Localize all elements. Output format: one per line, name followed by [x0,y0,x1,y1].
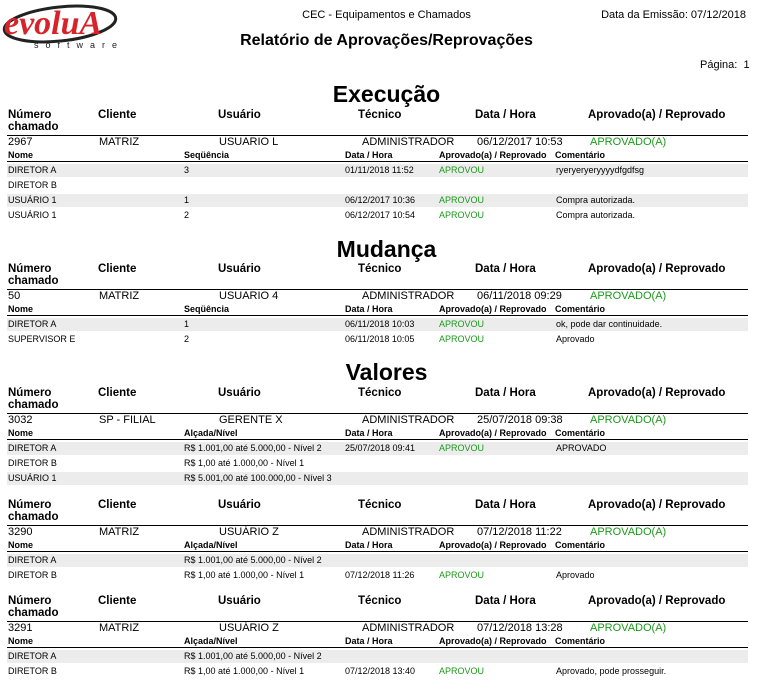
row-status: APROVOU [439,443,485,453]
call-numero: 3032 [8,414,33,426]
label-chamado: chamado [8,121,59,133]
col-datahora: Data / Hora [345,428,393,438]
label-usuario: Usuário [218,263,261,275]
approvals-header [0,150,773,162]
row-datahora: 01/11/2018 11:52 [345,165,414,175]
row-alcada: R$ 1,00 até 1.000,00 - Nível 1 [184,570,305,580]
approval-row [7,457,748,470]
approvals-divider [7,551,748,552]
approval-row [7,194,748,207]
label-cliente: Cliente [98,595,137,607]
col-alcada: Alçada/Nível [184,428,238,438]
col-nome: Nome [8,428,34,438]
label-tecnico: Técnico [358,263,402,275]
label-usuario: Usuário [218,109,261,121]
call-usuario: USUÁRIO Z [219,526,279,538]
call-datahora: 25/07/2018 09:38 [477,414,563,426]
label-aprovado: Aprovado(a) / Reprovado [588,109,726,121]
col-comentario: Comentário [555,540,606,550]
row-nome: DIRETOR B [8,180,57,190]
row-sequencia: 1 [184,195,190,205]
row-alcada: R$ 5.001,00 até 100.000,00 - Nível 3 [184,473,332,483]
label-usuario: Usuário [218,387,261,399]
approvals-header [0,540,773,552]
row-comentario: ok, pode dar continuidade. [556,319,663,329]
row-nome: DIRETOR B [8,666,57,676]
approval-row [7,318,748,331]
logo-sub: software [34,40,125,50]
col-datahora: Data / Hora [345,150,393,160]
col-aprovado: Aprovado(a) / Reprovado [439,540,547,550]
label-aprovado: Aprovado(a) / Reprovado [588,499,726,511]
row-datahora: 07/12/2018 13:40 [345,666,416,676]
row-comentario: ryeryeryeryyyydfgdfsg [556,165,645,175]
label-tecnico: Técnico [358,109,402,121]
label-usuario: Usuário [218,499,261,511]
row-nome: USUÁRIO 1 [8,473,57,483]
call-datahora: 07/12/2018 13:28 [477,622,563,634]
call-tecnico: ADMINISTRADOR [362,622,455,634]
page-label: Página: [700,59,738,71]
call-datahora: 06/12/2017 10:53 [477,136,563,148]
approval-row [7,179,748,192]
col-datahora: Data / Hora [345,540,393,550]
row-nome: SUPERVISOR E [8,334,76,344]
row-nome: USUÁRIO 1 [8,210,57,220]
label-cliente: Cliente [98,499,137,511]
call-datahora: 06/11/2018 09:29 [477,290,562,302]
call-status: APROVADO(A) [590,290,667,302]
row-alcada: R$ 1,00 até 1.000,00 - Nível 1 [184,666,305,676]
row-sequencia: 2 [184,334,190,344]
label-numero: Número [8,595,52,607]
approvals-header [0,636,773,648]
row-status: APROVOU [439,570,485,580]
row-alcada: R$ 1,00 até 1.000,00 - Nível 1 [184,458,305,468]
label-tecnico: Técnico [358,387,402,399]
label-chamado: chamado [8,511,59,523]
label-datahora: Data / Hora [475,499,536,511]
call-cliente: MATRIZ [99,526,140,538]
label-tecnico: Técnico [358,499,402,511]
col-datahora: Data / Hora [345,304,393,314]
row-datahora: 06/11/2018 10:03 [345,319,415,329]
col-nome: Nome [8,540,34,550]
label-numero: Número [8,263,52,275]
row-comentario: Aprovado [556,334,595,344]
col-aprovado: Aprovado(a) / Reprovado [439,304,547,314]
section-title: Valores [345,359,428,385]
company-name: CEC - Equipamentos e Chamados [302,9,471,21]
call-usuario: USUÁRIO Z [219,622,279,634]
call-header [0,594,773,634]
row-sequencia: 3 [184,165,190,175]
approval-row [7,164,748,177]
call-header [0,108,773,148]
approval-row [7,442,748,455]
row-status: APROVOU [439,195,485,205]
call-status: APROVADO(A) [590,136,667,148]
row-sequencia: 1 [184,319,190,329]
label-datahora: Data / Hora [475,595,536,607]
call-numero: 50 [8,290,21,302]
approval-row [7,665,748,678]
col-sequencia: Seqüência [184,150,230,160]
approvals-divider [7,647,748,648]
row-comentario: Compra autorizada. [556,195,636,205]
label-datahora: Data / Hora [475,263,536,275]
col-comentario: Comentário [555,150,606,160]
row-status: APROVOU [439,210,485,220]
call-tecnico: ADMINISTRADOR [362,136,455,148]
row-comentario: Aprovado, pode prosseguir. [556,666,667,676]
row-datahora: 06/11/2018 10:05 [345,334,415,344]
call-usuario: USUARIO L [219,136,279,148]
call-status: APROVADO(A) [590,622,667,634]
label-cliente: Cliente [98,263,137,275]
label-aprovado: Aprovado(a) / Reprovado [588,263,726,275]
row-datahora: 25/07/2018 09:41 [345,443,416,453]
approval-row [7,554,748,567]
approvals-divider [7,315,748,316]
call-cliente: SP - FILIAL [99,414,156,426]
label-numero: Número [8,387,52,399]
emission-date: Data da Emissão: 07/12/2018 [601,9,746,21]
row-datahora: 06/12/2017 10:54 [345,210,416,220]
call-header [0,386,773,426]
label-cliente: Cliente [98,387,137,399]
approvals-header [0,304,773,316]
label-chamado: chamado [8,607,59,619]
approval-row [7,333,748,346]
call-usuario: GERENTE X [219,414,283,426]
col-alcada: Alçada/Nível [184,636,238,646]
col-datahora: Data / Hora [345,636,393,646]
row-alcada: R$ 1.001,00 até 5.000,00 - Nível 2 [184,555,322,565]
row-nome: DIRETOR A [8,651,57,661]
col-aprovado: Aprovado(a) / Reprovado [439,636,547,646]
label-chamado: chamado [8,399,59,411]
row-nome: DIRETOR B [8,570,57,580]
section-title: Execução [332,81,441,107]
col-aprovado: Aprovado(a) / Reprovado [439,428,547,438]
label-cliente: Cliente [98,109,137,121]
approvals-header [0,428,773,440]
page-indicator [700,59,750,71]
call-numero: 3290 [8,526,33,538]
call-tecnico: ADMINISTRADOR [362,526,455,538]
call-tecnico: ADMINISTRADOR [362,414,455,426]
col-comentario: Comentário [555,636,606,646]
col-aprovado: Aprovado(a) / Reprovado [439,150,547,160]
col-comentario: Comentário [555,304,606,314]
col-nome: Nome [8,150,34,160]
call-usuario: USUARIO 4 [219,290,279,302]
label-aprovado: Aprovado(a) / Reprovado [588,387,726,399]
approval-row [7,569,748,582]
approval-row [7,472,748,485]
row-comentario: APROVADO [556,443,607,453]
col-nome: Nome [8,304,34,314]
approval-row [7,209,748,222]
approvals-divider [7,439,748,440]
row-nome: DIRETOR A [8,555,57,565]
row-status: APROVOU [439,334,485,344]
call-status: APROVADO(A) [590,414,667,426]
row-status: APROVOU [439,666,485,676]
label-aprovado: Aprovado(a) / Reprovado [588,595,726,607]
row-alcada: R$ 1.001,00 até 5.000,00 - Nível 2 [184,443,322,453]
row-nome: DIRETOR A [8,165,57,175]
row-datahora: 06/12/2017 10:36 [345,195,416,205]
label-chamado: chamado [8,275,59,287]
row-nome: DIRETOR A [8,443,57,453]
label-numero: Número [8,109,52,121]
col-sequencia: Seqüência [184,304,230,314]
call-cliente: MATRIZ [99,290,140,302]
call-numero: 3291 [8,622,33,634]
approvals-divider [7,161,748,162]
call-tecnico: ADMINISTRADOR [362,290,455,302]
row-sequencia: 2 [184,210,190,220]
label-datahora: Data / Hora [475,109,536,121]
col-nome: Nome [8,636,34,646]
page-number: 1 [743,59,750,71]
label-numero: Número [8,499,52,511]
approval-row [7,650,748,663]
call-status: APROVADO(A) [590,526,667,538]
call-cliente: MATRIZ [99,136,140,148]
call-numero: 2967 [8,136,33,148]
report-title: Relatório de Aprovações/Reprovações [240,32,533,49]
label-datahora: Data / Hora [475,387,536,399]
row-datahora: 07/12/2018 11:26 [345,570,415,580]
label-usuario: Usuário [218,595,261,607]
row-status: APROVOU [439,165,485,175]
col-comentario: Comentário [555,428,606,438]
label-tecnico: Técnico [358,595,402,607]
row-alcada: R$ 1.001,00 até 5.000,00 - Nível 2 [184,651,322,661]
call-header [0,262,773,302]
row-status: APROVOU [439,319,485,329]
row-comentario: Aprovado [556,570,595,580]
row-nome: DIRETOR B [8,458,57,468]
col-alcada: Alçada/Nível [184,540,238,550]
section-title: Mudança [336,236,437,262]
logo-text: evoluA [4,5,103,42]
row-comentario: Compra autorizada. [556,210,636,220]
row-nome: USUÁRIO 1 [8,195,57,205]
row-nome: DIRETOR A [8,319,57,329]
call-header [0,498,773,538]
call-datahora: 07/12/2018 11:22 [477,526,562,538]
call-cliente: MATRIZ [99,622,140,634]
